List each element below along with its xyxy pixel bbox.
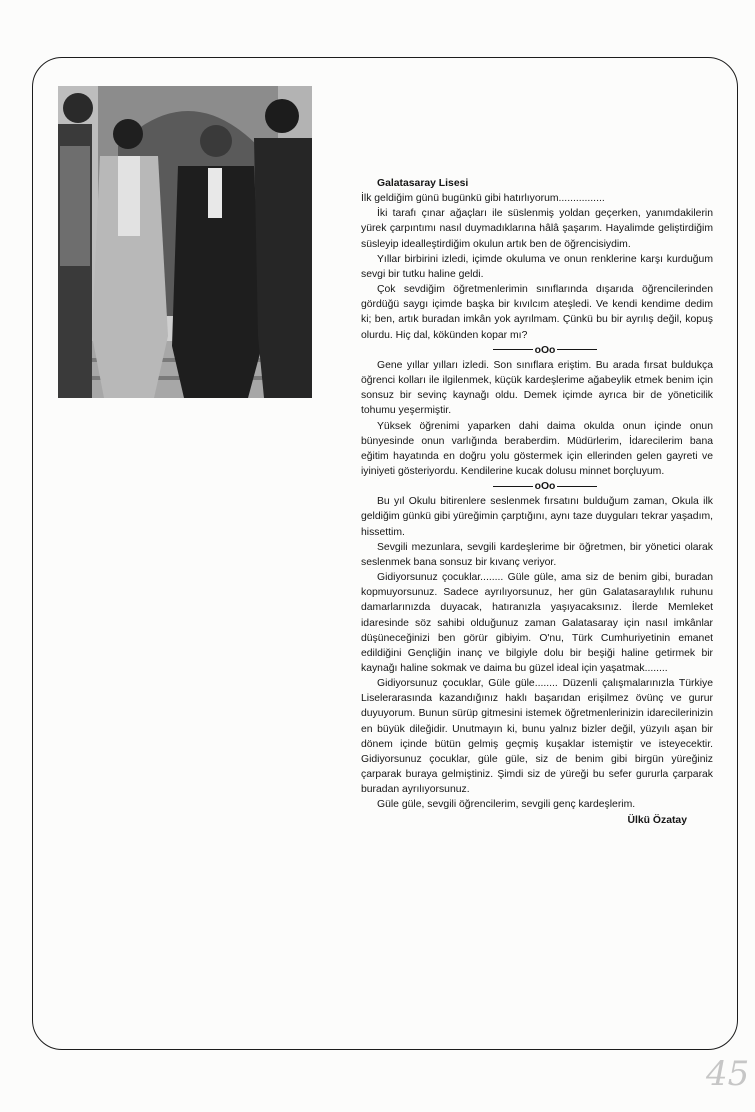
paragraph: İlk geldiğim günü bugünkü gibi hatırlıyorum................ (361, 193, 605, 205)
group-photo (58, 86, 312, 398)
paragraph: Çok sevdiğim öğretmenlerimin sınıflarında dışarıda öğrencilerinden gördüğü saygı içimde başka bir kıvılcım ateşledi. Ve kendi kendime dedim ki; ben, artık buradan imkân yok ayrılmam. Çünkü bu bir ayrılış değil, kopuş olurdu. Hiç dal, kökünden kopar mı? (361, 284, 713, 341)
paragraph: İki tarafı çınar ağaçları ile süslenmiş yoldan geçerken, yanımdakilerin yürek çarpıntımı nasıl duymadıklarına hâlâ şaşarım. Hayalimde geliştirdiğim süsleyip idealleştirdiğim okulun artık ben de öğrencisiydim. (361, 208, 713, 250)
section-separator: oOo (361, 343, 713, 358)
paragraph: Gidiyorsunuz çocuklar, Güle güle........ Düzenli çalışmalarınızla Türkiye Liselerarasında kazandığınız haklı başarıdan erişilmez övünç ve gurur duyuyorum. Bunun sürüp gitmesini istemek öğretmenlerinizin idarecilerinizin en büyük dileğidir. Unutmayın ki, bunu yalnız bizler değil, yüzyılı aşan bir dönem içinde bütün gelmiş geçmiş kuşaklar istemiştir ve isteyecektir. Gidiyorsunuz çocuklar, güle güle, siz de benim gibi birgün yüreğiniz çarparak buraya gelmiştiniz. Şimdi siz de yüreği bu sefer gururla çarparak buradan ayrılıyorsunuz. (361, 678, 713, 796)
paragraph: Gidiyorsunuz çocuklar........ Güle güle, ama siz de benim gibi, buradan kopmuyorsunuz. Sadece ayrılıyorsunuz, her gün Galatasaraylılık ruhunu damarlarınızda duyacak, hatıranızla yaşıyacaksınız. İlerde Memleket idaresinde söz sahibi olduğunuz zaman Galatasaray için nasıl imkânlar düşüneceğinizi ben görür gibiyim. O'nu, Türk Cumhuriyetinin emanet edildiğini Gençliğin inanç ve bilgiyle dolu bir beşiği haline getirmek bir kaynağı haline sokmak ve daima bu güzel ideal için yaşatmak........ (361, 572, 713, 674)
section-separator: oOo (361, 479, 713, 494)
signature: Ülkü Özatay (627, 814, 687, 826)
paragraph: Yüksek öğrenimi yaparken dahi daima okulda onun içinde onun bünyesinde onun varlığında beraberdim. Müdürlerim, İdarecilerim bana eğitim hayatında en doğru yolu göstermek için ellerinden gelen gayreti ve iyiniyeti gösteriyordu. Kendilerine kucak dolusu minnet borçluyum. (361, 420, 713, 477)
paragraph: Bu yıl Okulu bitirenlere seslenmek fırsatını bulduğum zaman, Okula ilk geldiğim günkü gibi yüreğimin çarptığını, aynı taze duyguları tekrar yaşadım, hissettim. (361, 496, 713, 538)
paragraph: Güle güle, sevgili öğrencilerim, sevgili genç kardeşlerim. (377, 799, 636, 811)
letter-title: Galatasaray Lisesi (377, 178, 469, 189)
paragraph: Gene yıllar yılları izledi. Son sınıflara eriştim. Bu arada fırsat buldukça öğrenci kolları ile ilgilenmek, küçük kardeşlerime ağabeylik etmek benim için sonsuz bir sevinç kaynağı oldu. Demek içimde ayrıca bir de yöneticilik tohumu yeşermiştir. (361, 359, 713, 417)
paragraph: Sevgili mezunlara, sevgili kardeşlerime bir öğretmen, bir yönetici olarak seslenmek bana sonsuz bir kıvanç veriyor. (361, 541, 713, 568)
handwritten-page-number: 45 (706, 1054, 750, 1094)
group-photo-image (58, 86, 312, 398)
letter-text-column (361, 176, 713, 828)
paragraph: Yıllar birbirini izledi, içimde okuluma ve onun renklerine karşı kurduğum sevgi bir tutku haline geldi. (361, 253, 713, 280)
